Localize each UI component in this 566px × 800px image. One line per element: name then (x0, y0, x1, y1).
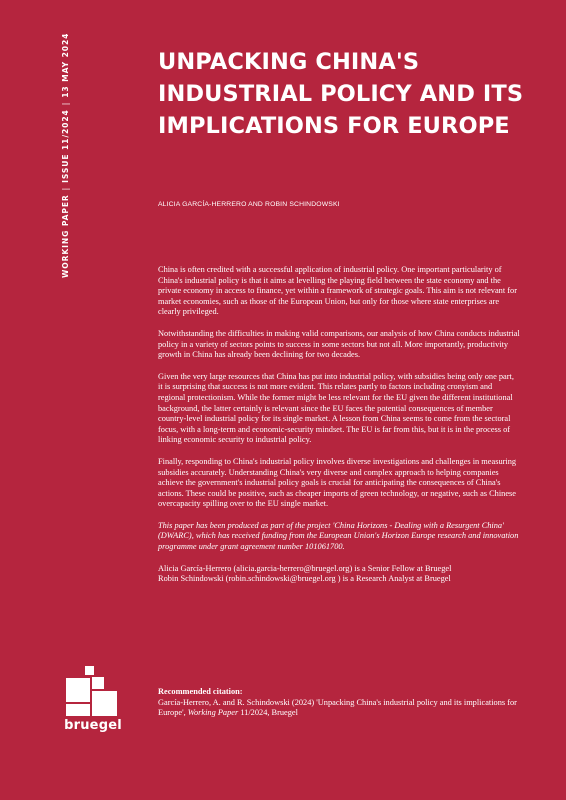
logo-wordmark: bruegel (64, 718, 122, 733)
abstract-paragraph: Given the very large resources that China has put into industrial policy, with subsidies being only one part, it is surprising that success is not more evident. This relates partly to factors including cronyism and regional protectionism. While the former might be less relevant for the EU given the different institutional background, the latter certainly is relevant since the EU faces the potential consequences of member country-level industrial policy for its single market. A lesson from China seems to come from the sectoral focus, with a long-term and economic-security mindset. The EU is far from this, but it is in the process of linking economic security to industrial policy. (158, 371, 514, 445)
sidebar-meta (61, 33, 70, 278)
separator: | (61, 186, 70, 191)
citation-text: García-Herrero, A. and R. Schindowski (2024) 'Unpacking China's industrial policy and its implications for Europe', (158, 697, 517, 718)
paper-type: WORKING PAPER (61, 194, 70, 278)
publication-date: 13 MAY 2024 (61, 32, 70, 98)
authors-line: ALICIA GARCÍA-HERRERO AND ROBIN SCHINDOWSKI (158, 201, 340, 208)
logo-mark-icon (62, 664, 124, 718)
title-line: UNPACKING CHINA'S (158, 49, 420, 75)
author-bios (158, 564, 520, 585)
bruegel-logo (62, 664, 124, 740)
recommended-citation (158, 687, 520, 719)
citation-series: Working Paper (187, 708, 239, 718)
page-title (158, 46, 538, 142)
author-bio: Robin Schindowski (robin.schindowski@bruegel.org ) is a Research Analyst at Bruegel (158, 574, 451, 584)
funding-note: This paper has been produced as part of the project 'China Horizons - Dealing with a Resurgent China' (DWARC), which has received funding from the European Union's Horizon Europe research and innovation programme under grant agreement number 101061700. (158, 520, 519, 552)
title-line: IMPLICATIONS FOR EUROPE (158, 113, 510, 139)
citation-text-end: 11/2024, Bruegel (238, 708, 298, 718)
separator: | (61, 101, 70, 106)
citation-heading: Recommended citation: (158, 687, 243, 696)
title-line: INDUSTRIAL POLICY AND ITS (158, 81, 524, 107)
abstract-paragraph: China is often credited with a successful application of industrial policy. One important particularity of China's industrial policy is that it aims at levelling the playing field between the state economy and the private economy in access to finance, yet within a framework of strategic goals. This aim is not relevant for market economies, such as those of the European Union, but only for those where state enterprises are clearly privileged. (158, 265, 517, 317)
abstract-paragraph: Notwithstanding the difficulties in making valid comparisons, our analysis of how China conducts industrial policy in a variety of sectors points to success in some sectors but not all. More importantly, productivity growth in China has already been declining for two decades. (158, 328, 520, 360)
issue-number: ISSUE 11/2024 (61, 109, 70, 183)
abstract (158, 265, 520, 585)
abstract-paragraph: Finally, responding to China's industrial policy involves diverse investigations and challenges in measuring subsidies accurately. Understanding China's very diverse and complex approach to helping companies achieve the government's industrial policy goals is crucial for anticipating the consequences of China's actions. These could be positive, such as cheaper imports of green technology, or negative, such as Chinese overcapacity spilling over to the EU single market. (158, 456, 517, 509)
author-bio: Alicia García-Herrero (alicia.garcia-herrero@bruegel.org) is a Senior Fellow at Bruegel (158, 563, 452, 573)
